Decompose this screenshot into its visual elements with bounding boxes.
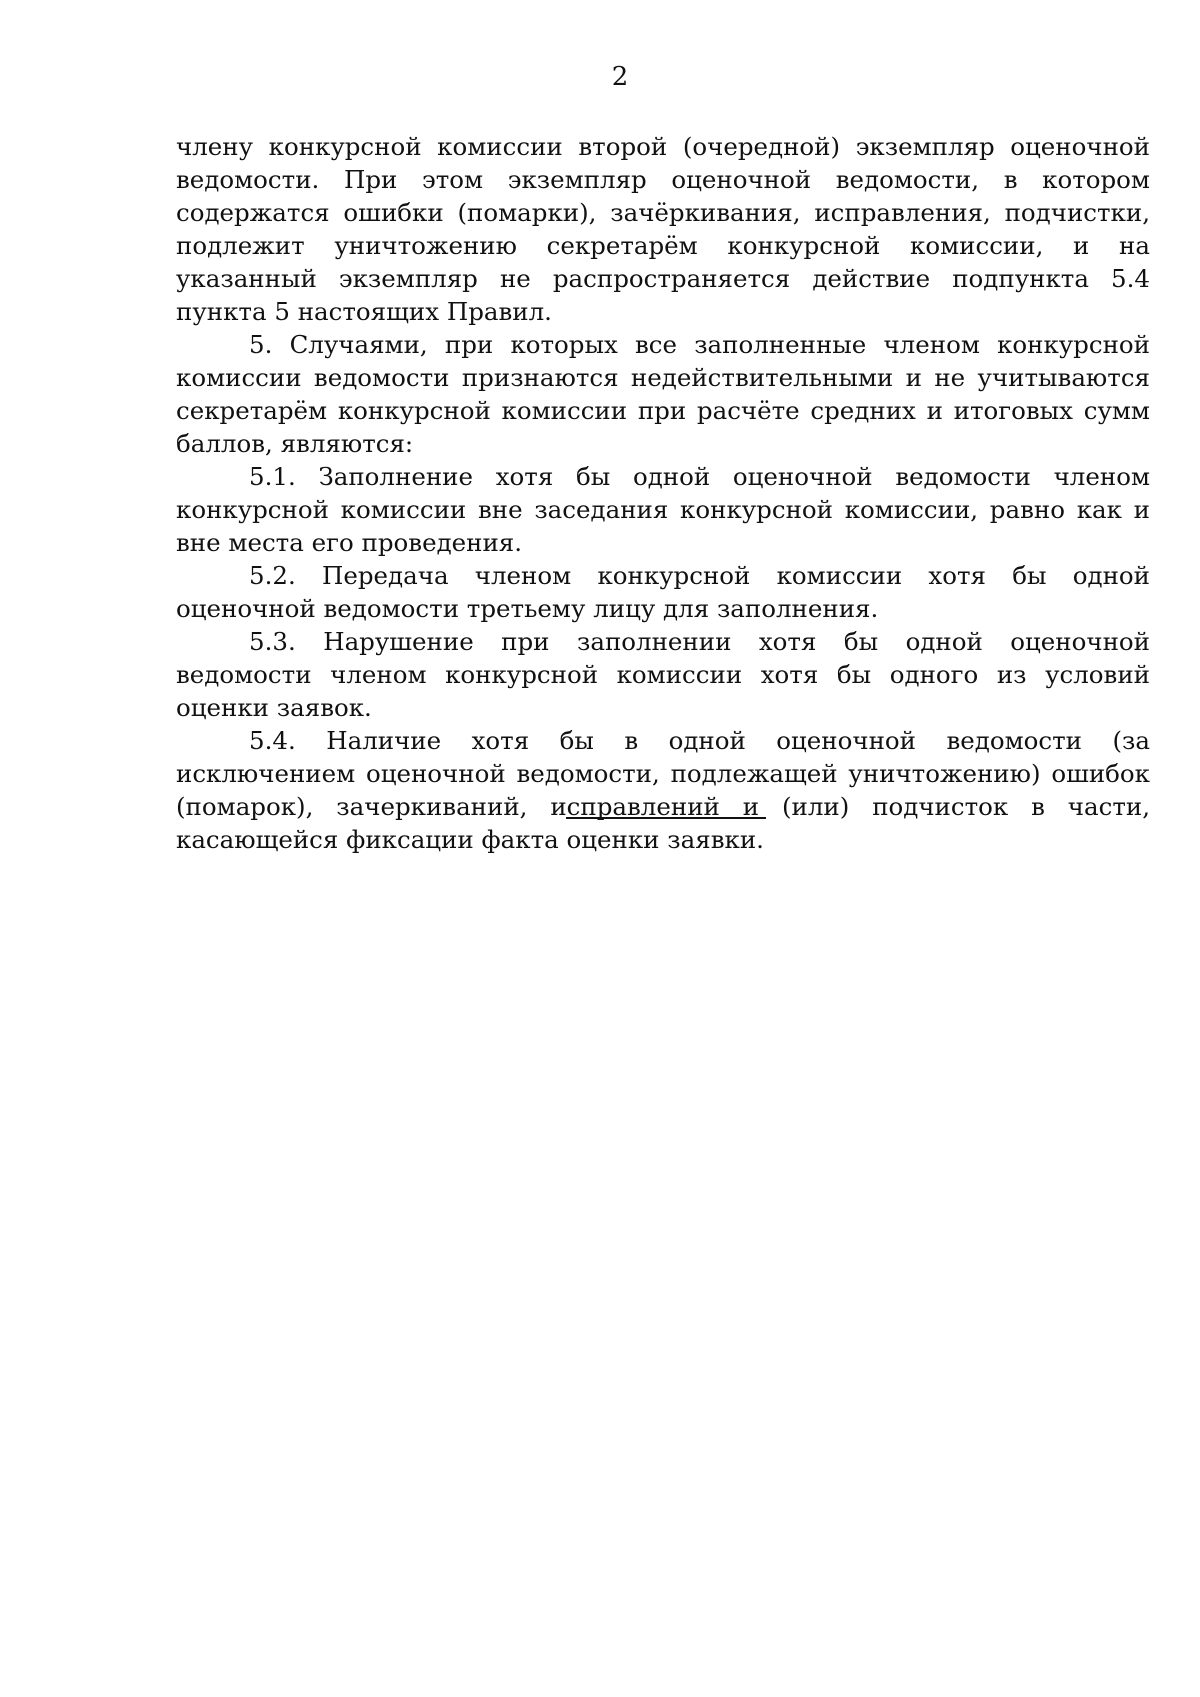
document-body	[176, 130, 1150, 856]
closing-divider	[566, 817, 766, 819]
page-number: 2	[611, 62, 629, 92]
paragraph-item-5-4: 5.4. Наличие хотя бы в одной оценочной ведомости (за исключением оценочной ведомости, подлежащей уничтожению) ошибок (помарок), зачеркиваний, исправлений и (или) подчисток в части, касающейся фиксации факта оценки заявки.	[176, 726, 1150, 854]
paragraph-item-5-2: 5.2. Передача членом конкурсной комиссии хотя бы одной оценочной ведомости третьему лицу для заполнения.	[176, 561, 1150, 623]
paragraph-item-5: 5. Случаями, при которых все заполненные членом конкурсной комиссии ведомости признаются недействительными и не учитываются секретарём конкурсной комиссии при расчёте средних и итоговых сумм баллов, являются:	[176, 330, 1150, 458]
paragraph-item-5-1: 5.1. Заполнение хотя бы одной оценочной ведомости членом конкурсной комиссии вне заседания конкурсной комиссии, равно как и вне места его проведения.	[176, 462, 1150, 557]
paragraph-item-5-3: 5.3. Нарушение при заполнении хотя бы одной оценочной ведомости членом конкурсной комиссии хотя бы одного из условий оценки заявок.	[176, 627, 1150, 722]
paragraph-continuation: члену конкурсной комиссии второй (очередной) экземпляр оценочной ведомости. При этом экземпляр оценочной ведомости, в котором содержатся ошибки (помарки), зачёркивания, исправления, подчистки, подлежит уничтожению секретарём конкурсной комиссии, и на указанный экземпляр не распространяется действие подпункта 5.4 пункта 5 настоящих Правил.	[176, 132, 1150, 326]
